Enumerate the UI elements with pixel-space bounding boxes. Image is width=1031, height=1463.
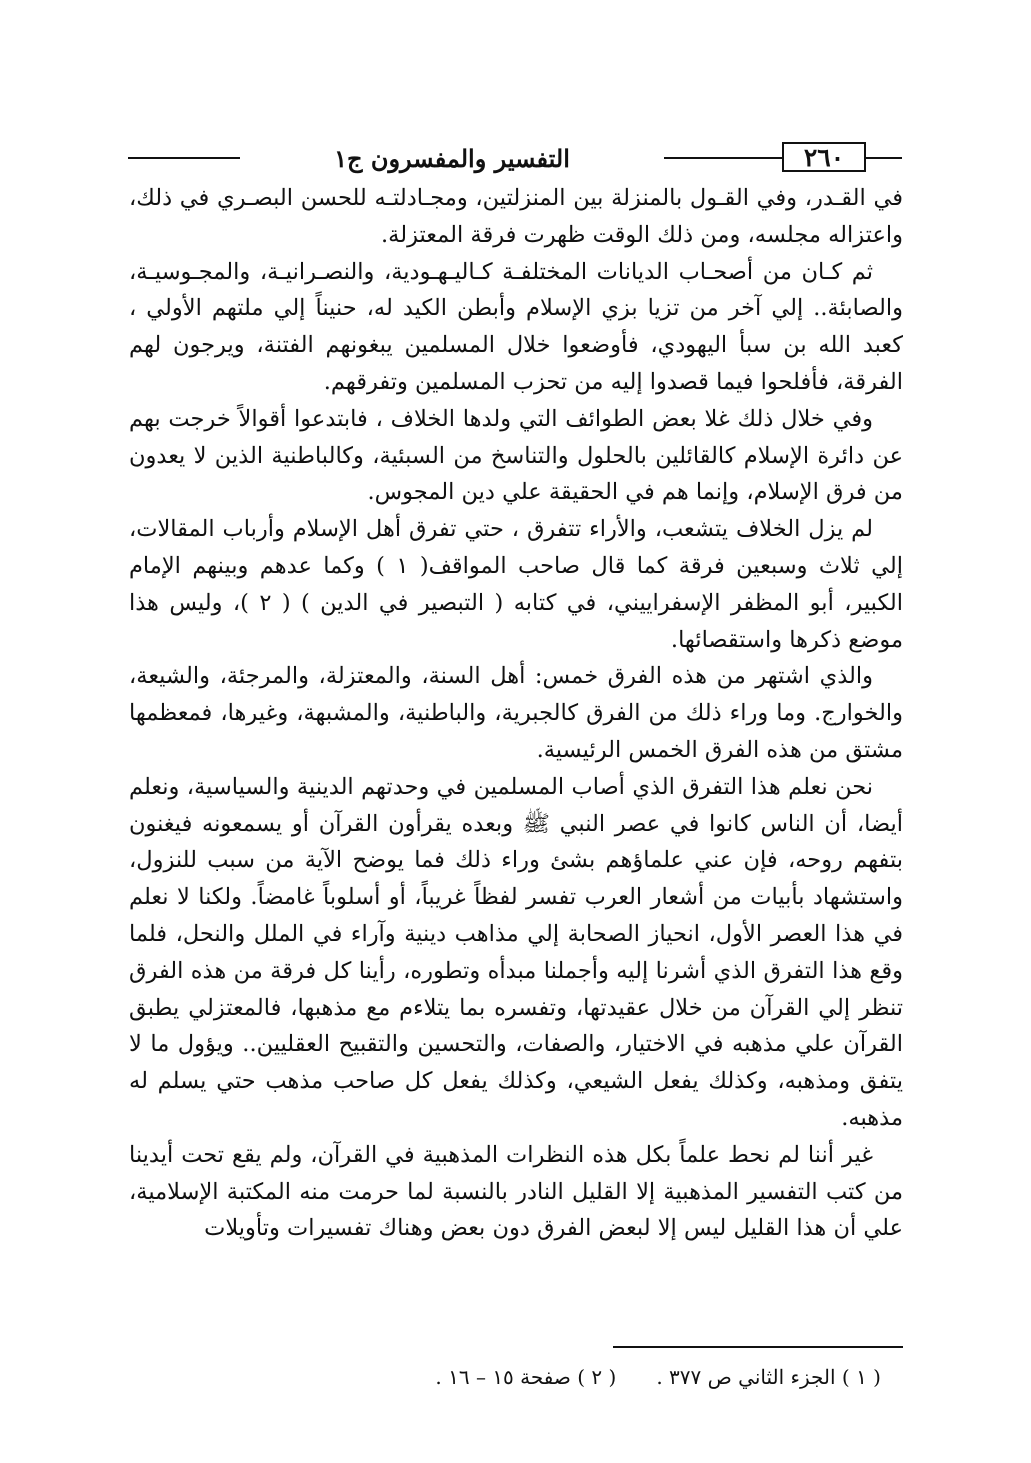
paragraph: ثم كـان من أصحـاب الديانات المختلفـة كـاليـهـودية، والنصـرانيـة، والمجـوسيـة، والصابئة.. إلي آخر من تزيا بزي الإسلام وأبطن الكيد له، حنيناً إلي ملتهم الأولي ، كعبد الله بن سبأ اليهودي، فأوضعوا خلال المسلمين يبغونهم الفتنة، ويرجون لهم الفرقة، فأفلحوا فيما قصدوا إليه من تحزب المسلمين وتفرقهم.	[129, 258, 903, 395]
header-rule-right	[866, 157, 902, 159]
paragraph: لم يزل الخلاف يتشعب، والأراء تتفرق ، حتي تفرق أهل الإسلام وأرباب المقالات، إلي ثلاث وسبعين فرقة كما قال صاحب المواقف( ١ ) وكما عدهم وبينهم الإمام الكبير، أبو المظفر الإسفراييني، في كتابه ( التبصير في الدين ) ( ٢ )، وليس هذا موضع ذكرها واستقصائها.	[129, 516, 904, 653]
footnotes	[128, 1362, 881, 1392]
running-header	[128, 140, 902, 176]
paragraph: والذي اشتهر من هذه الفرق خمس: أهل السنة، والمعتزلة، والمرجئة، والشيعة، والخوارج. وما وراء ذلك من الفرق كالجبرية، والباطنية، والمشبهة، وغيرها، فمعظمها مشتق من هذه الفرق الخمس الرئيسية.	[129, 663, 903, 763]
body-text	[129, 180, 903, 1247]
footnote-2: ( ٢ ) صفحة ١٥ – ١٦ .	[435, 1365, 617, 1389]
footnote-separator	[613, 1346, 903, 1348]
running-title: التفسير والمفسرون ج١	[334, 143, 570, 173]
paragraph: وفي خلال ذلك غلا بعض الطوائف التي ولدها الخلاف ، فابتدعوا أقوالاً خرجت بهم عن دائرة الإسلام كالقائلين بالحلول والتناسخ من السبئية، وكالباطنية الذين لا يعدون من فرق الإسلام، وإنما هم في الحقيقة علي دين المجوس.	[129, 405, 903, 506]
page-number: ٢٦٠	[782, 142, 866, 172]
paragraph: غير أننا لم نحط علماً بكل هذه النظرات المذهبية في القرآن، ولم يقع تحت أيدينا من كتب التفسير المذهبية إلا القليل النادر بالنسبة لما حرمت منه المكتبة الإسلامية، علي أن هذا القليل ليس إلا لبعض الفرق دون بعض وهناك تفسيرات وتأويلات	[129, 1141, 903, 1242]
header-rule-left	[128, 157, 240, 159]
footnote-1: ( ١ ) الجزء الثاني ص ٣٧٧ .	[656, 1365, 881, 1389]
paragraph: نحن نعلم هذا التفرق الذي أصاب المسلمين في وحدتهم الدينية والسياسية، ونعلم أيضا، أن الناس كانوا في عصر النبي ﷺ وبعده يقرأون القرآن أو يسمعونه فيغنون بتفهم روحه، فإن عني علماؤهم بشئ وراء ذلك فما يوضح الآية من سبب للنزول، واستشهاد بأبيات من أشعار العرب تفسر لفظاً غريباً، أو أسلوباً غامضاً. ولكنا لا نعلم في هذا العصر الأول، انحياز الصحابة إلي مذاهب دينية وآراء في الملل والنحل، فلما وقع هذا التفرق الذي أشرنا إليه وأجملنا مبدأه وتطوره، رأينا كل فرقة من هذه الفرق تنظر إلي القرآن من خلال عقيدتها، وتفسره بما يتلاءم مع مذهبها، فالمعتزلي يطبق القرآن علي مذهبه في الاختيار، والصفات، والتحسين والتقبيح العقليين.. ويؤول ما لا يتفق ومذهبه، وكذلك يفعل الشيعي، وكذلك يفعل كل صاحب مذهب حتي يسلم له مذهبه.	[129, 773, 903, 1131]
header-rule-middle	[664, 157, 782, 159]
paragraph: في القـدر، وفي القـول بالمنزلة بين المنزلتين، ومجـادلتـه للحسن البصـري في ذلك، واعتزاله مجلسه، ومن ذلك الوقت ظهرت فرقة المعتزلة.	[129, 185, 903, 248]
